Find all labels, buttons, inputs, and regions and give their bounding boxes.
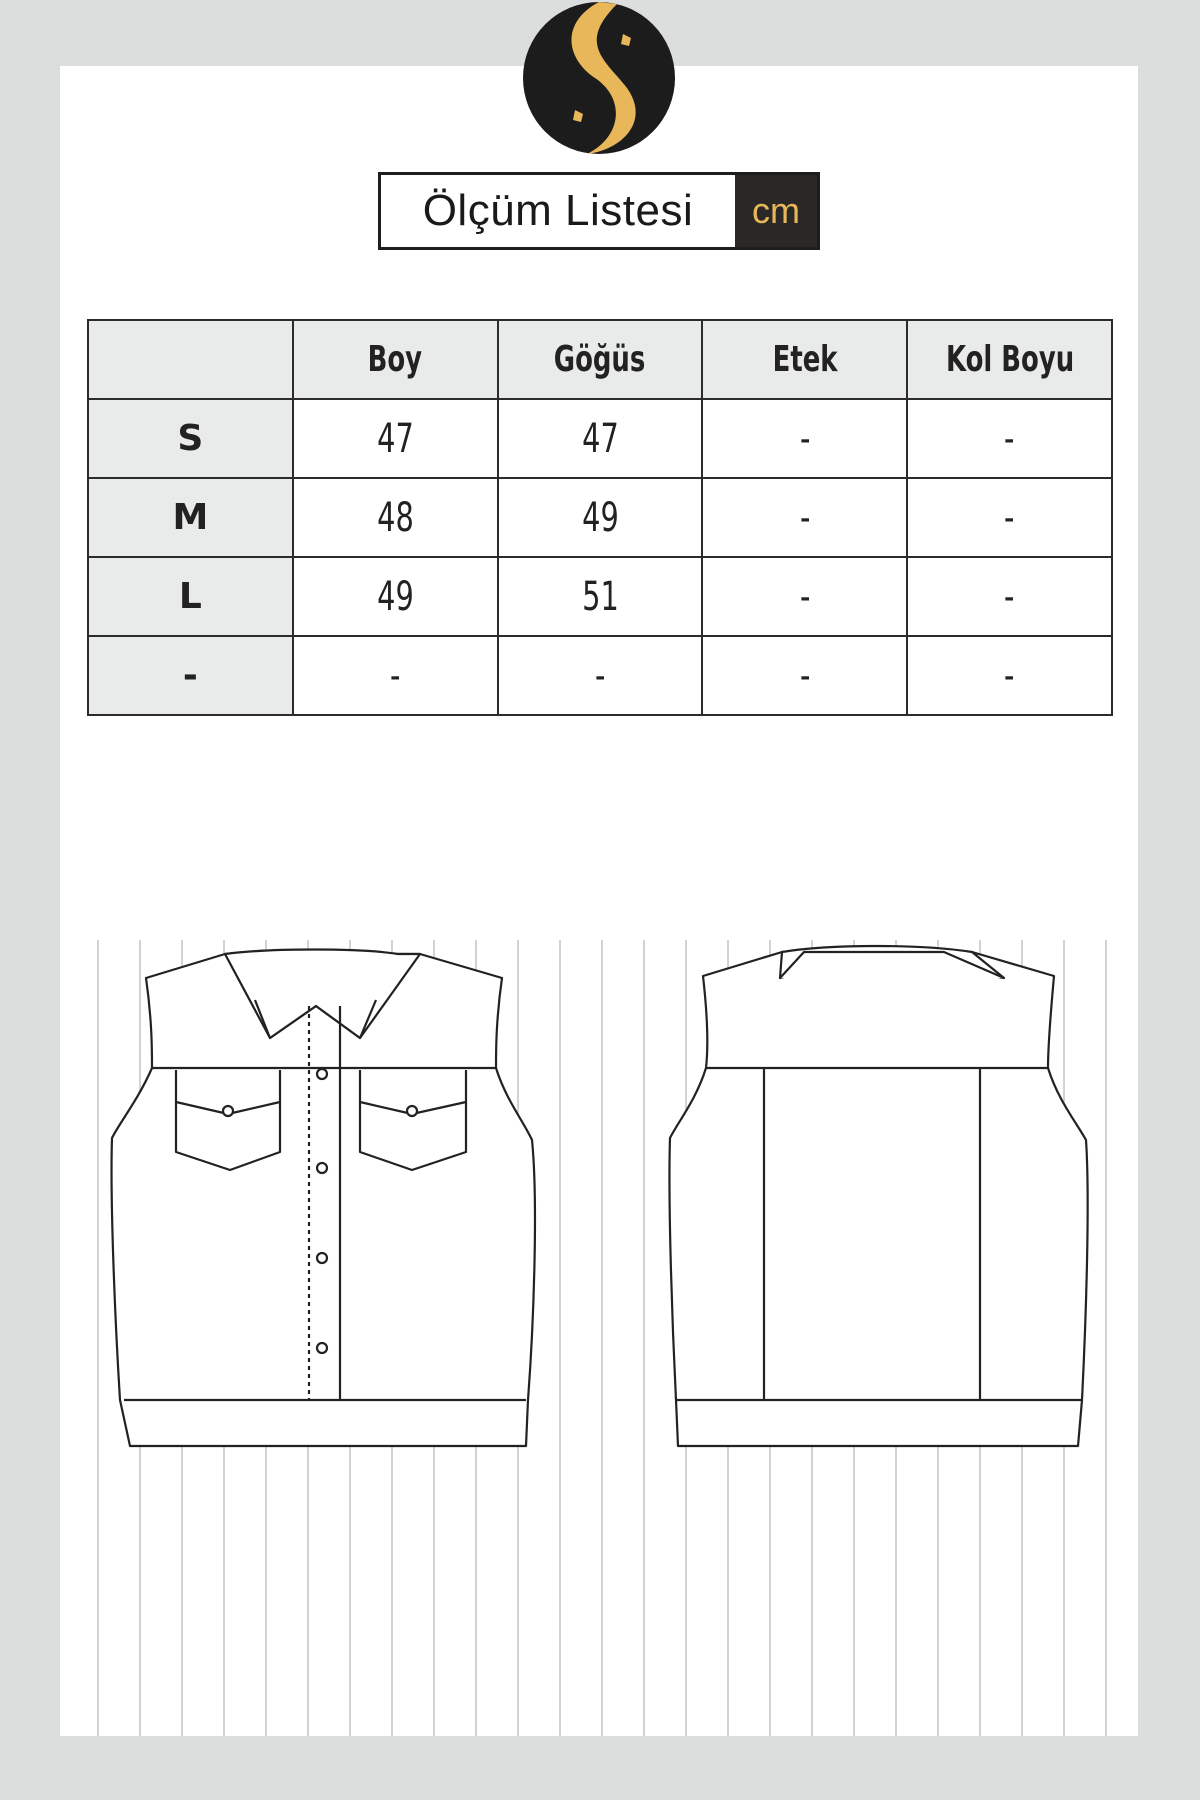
size-table [87, 319, 1113, 716]
size-label: S [88, 399, 293, 478]
size-label: L [88, 557, 293, 636]
table-cell: 47 [498, 399, 703, 478]
table-cell: 49 [293, 557, 498, 636]
table-row [88, 478, 1112, 557]
table-cell: - [498, 636, 703, 715]
table-cell: - [907, 636, 1112, 715]
table-cell: 48 [293, 478, 498, 557]
table-cell: - [702, 399, 907, 478]
table-cell: - [907, 478, 1112, 557]
table-cell: - [907, 557, 1112, 636]
table-cell: - [293, 636, 498, 715]
table-cell: - [702, 557, 907, 636]
s-monogram-icon [521, 0, 677, 156]
vest-front-icon [112, 950, 535, 1447]
table-cell: 47 [293, 399, 498, 478]
header-boy: Boy [293, 320, 498, 399]
table-header-row [88, 320, 1112, 399]
page-title: Ölçüm Listesi [422, 186, 694, 235]
vest-illustration [60, 900, 1138, 1736]
vest-back-icon [669, 946, 1087, 1446]
table-cell: - [702, 478, 907, 557]
size-label: - [88, 636, 293, 715]
header-etek: Etek [702, 320, 907, 399]
unit-badge: cm [735, 175, 817, 247]
table-row [88, 636, 1112, 715]
table-cell: 51 [498, 557, 703, 636]
header-corner [88, 320, 293, 399]
table-cell: - [702, 636, 907, 715]
table-cell: - [907, 399, 1112, 478]
title-box [378, 172, 820, 250]
header-gogus: Göğüs [498, 320, 703, 399]
table-row [88, 557, 1112, 636]
header-kol-boyu: Kol Boyu [907, 320, 1112, 399]
table-row [88, 399, 1112, 478]
size-label: M [88, 478, 293, 557]
table-cell: 49 [498, 478, 703, 557]
